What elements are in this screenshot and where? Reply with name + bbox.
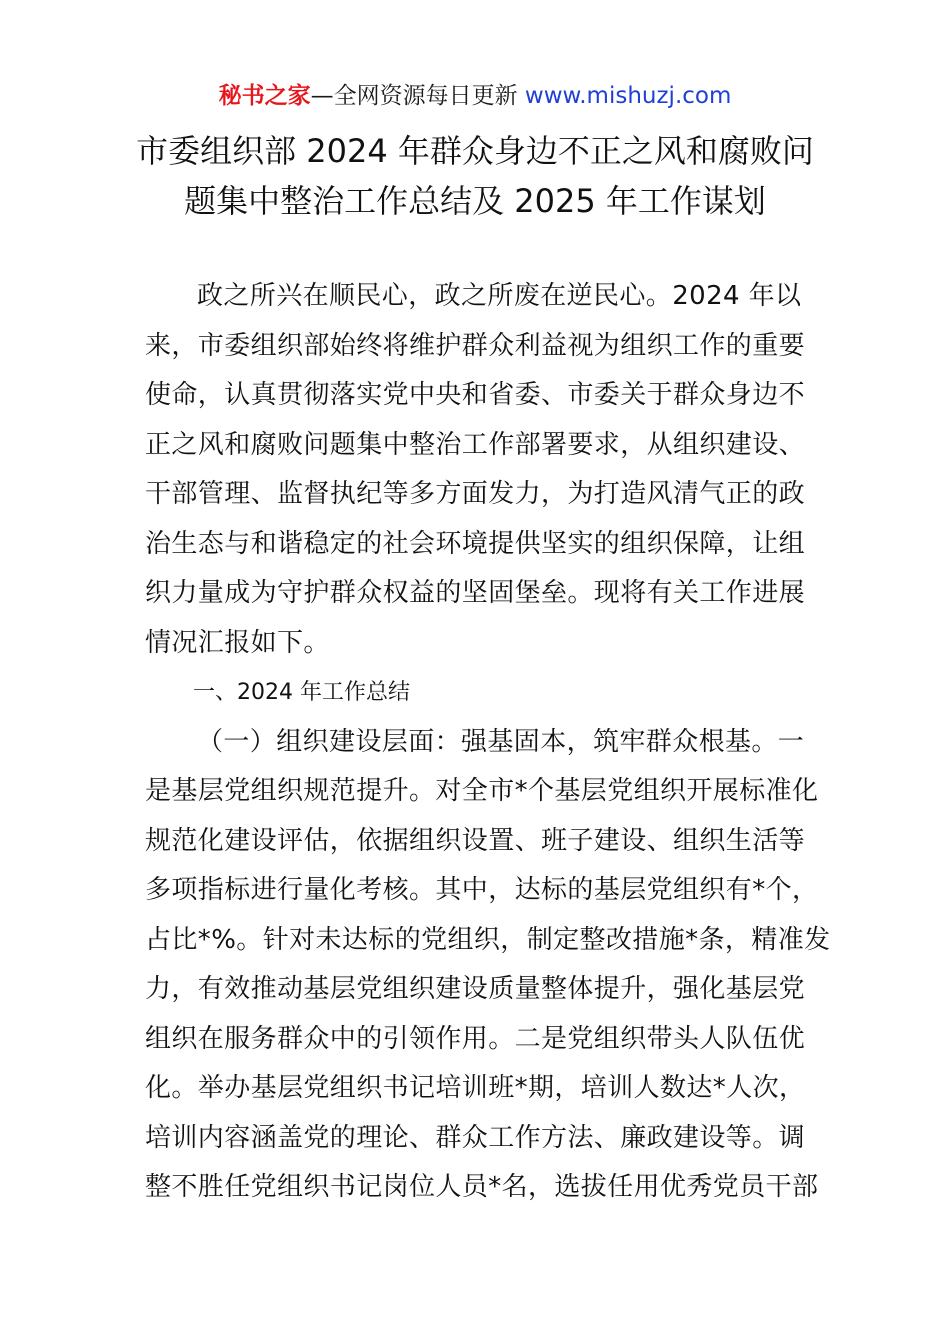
subsection-paragraph [145,718,831,1213]
text-line: 织力量成为守护群众权益的坚固堡垒。现将有关工作进展 [145,578,806,608]
text-line: 情况汇报如下。 [145,627,330,658]
text-line: 来，市委组织部始终将维护群众利益视为组织工作的重要 [145,330,806,361]
intro-paragraph [145,272,811,668]
banner-tagline: —全网资源每日更新 [310,83,525,109]
title-line-2: 题集中整治工作总结及 2025 年工作谋划 [184,182,766,220]
text-line: 力，有效推动基层党组织建设质量整体提升，强化基层党 [145,974,806,1004]
title-line-1: 市委组织部 2024 年群众身边不正之风和腐败问 [136,132,814,170]
text-line: 干部管理、监督执纪等多方面发力，为打造风清气正的政 [145,479,806,509]
text-line: 化。举办基层党组织书记培训班*期，培训人数达*人次， [145,1073,806,1103]
text-line: 组织在服务群众中的引领作用。二是党组织带头人队伍优 [145,1023,806,1054]
site-banner [0,80,950,112]
banner-url[interactable]: www.mishuzj.com [524,83,732,109]
text-line: 多项指标进行量化考核。其中，达标的基层党组织有*个， [145,875,819,905]
text-line: 整不胜任党组织书记岗位人员*名，选拔任用优秀党员干部 [145,1172,819,1202]
text-line: 是基层党组织规范提升。对全市*个基层党组织开展标准化 [145,776,819,806]
text-line: 规范化建设评估，依据组织设置、班子建设、组织生活等 [145,825,806,856]
text-line: 培训内容涵盖党的理论、群众工作方法、廉政建设等。调 [145,1122,806,1153]
text-line: 政之所兴在顺民心，政之所废在逆民心。2024 年以 [197,281,802,311]
text-line: 占比*%。针对未达标的党组织，制定整改措施*条，精准发 [145,924,831,955]
document-title [120,126,830,226]
text-line: （一）组织建设层面：强基固本，筑牢群众根基。一 [197,726,805,757]
text-line: 正之风和腐败问题集中整治工作部署要求，从组织建设、 [145,429,806,460]
document-body [145,272,831,1213]
section-heading: 一、2024 年工作总结 [193,680,410,705]
banner-brand: 秘书之家 [218,83,311,109]
text-line: 使命，认真贯彻落实党中央和省委、市委关于群众身边不 [145,380,806,410]
text-line: 治生态与和谐稳定的社会环境提供坚实的组织保障，让组 [145,528,806,559]
